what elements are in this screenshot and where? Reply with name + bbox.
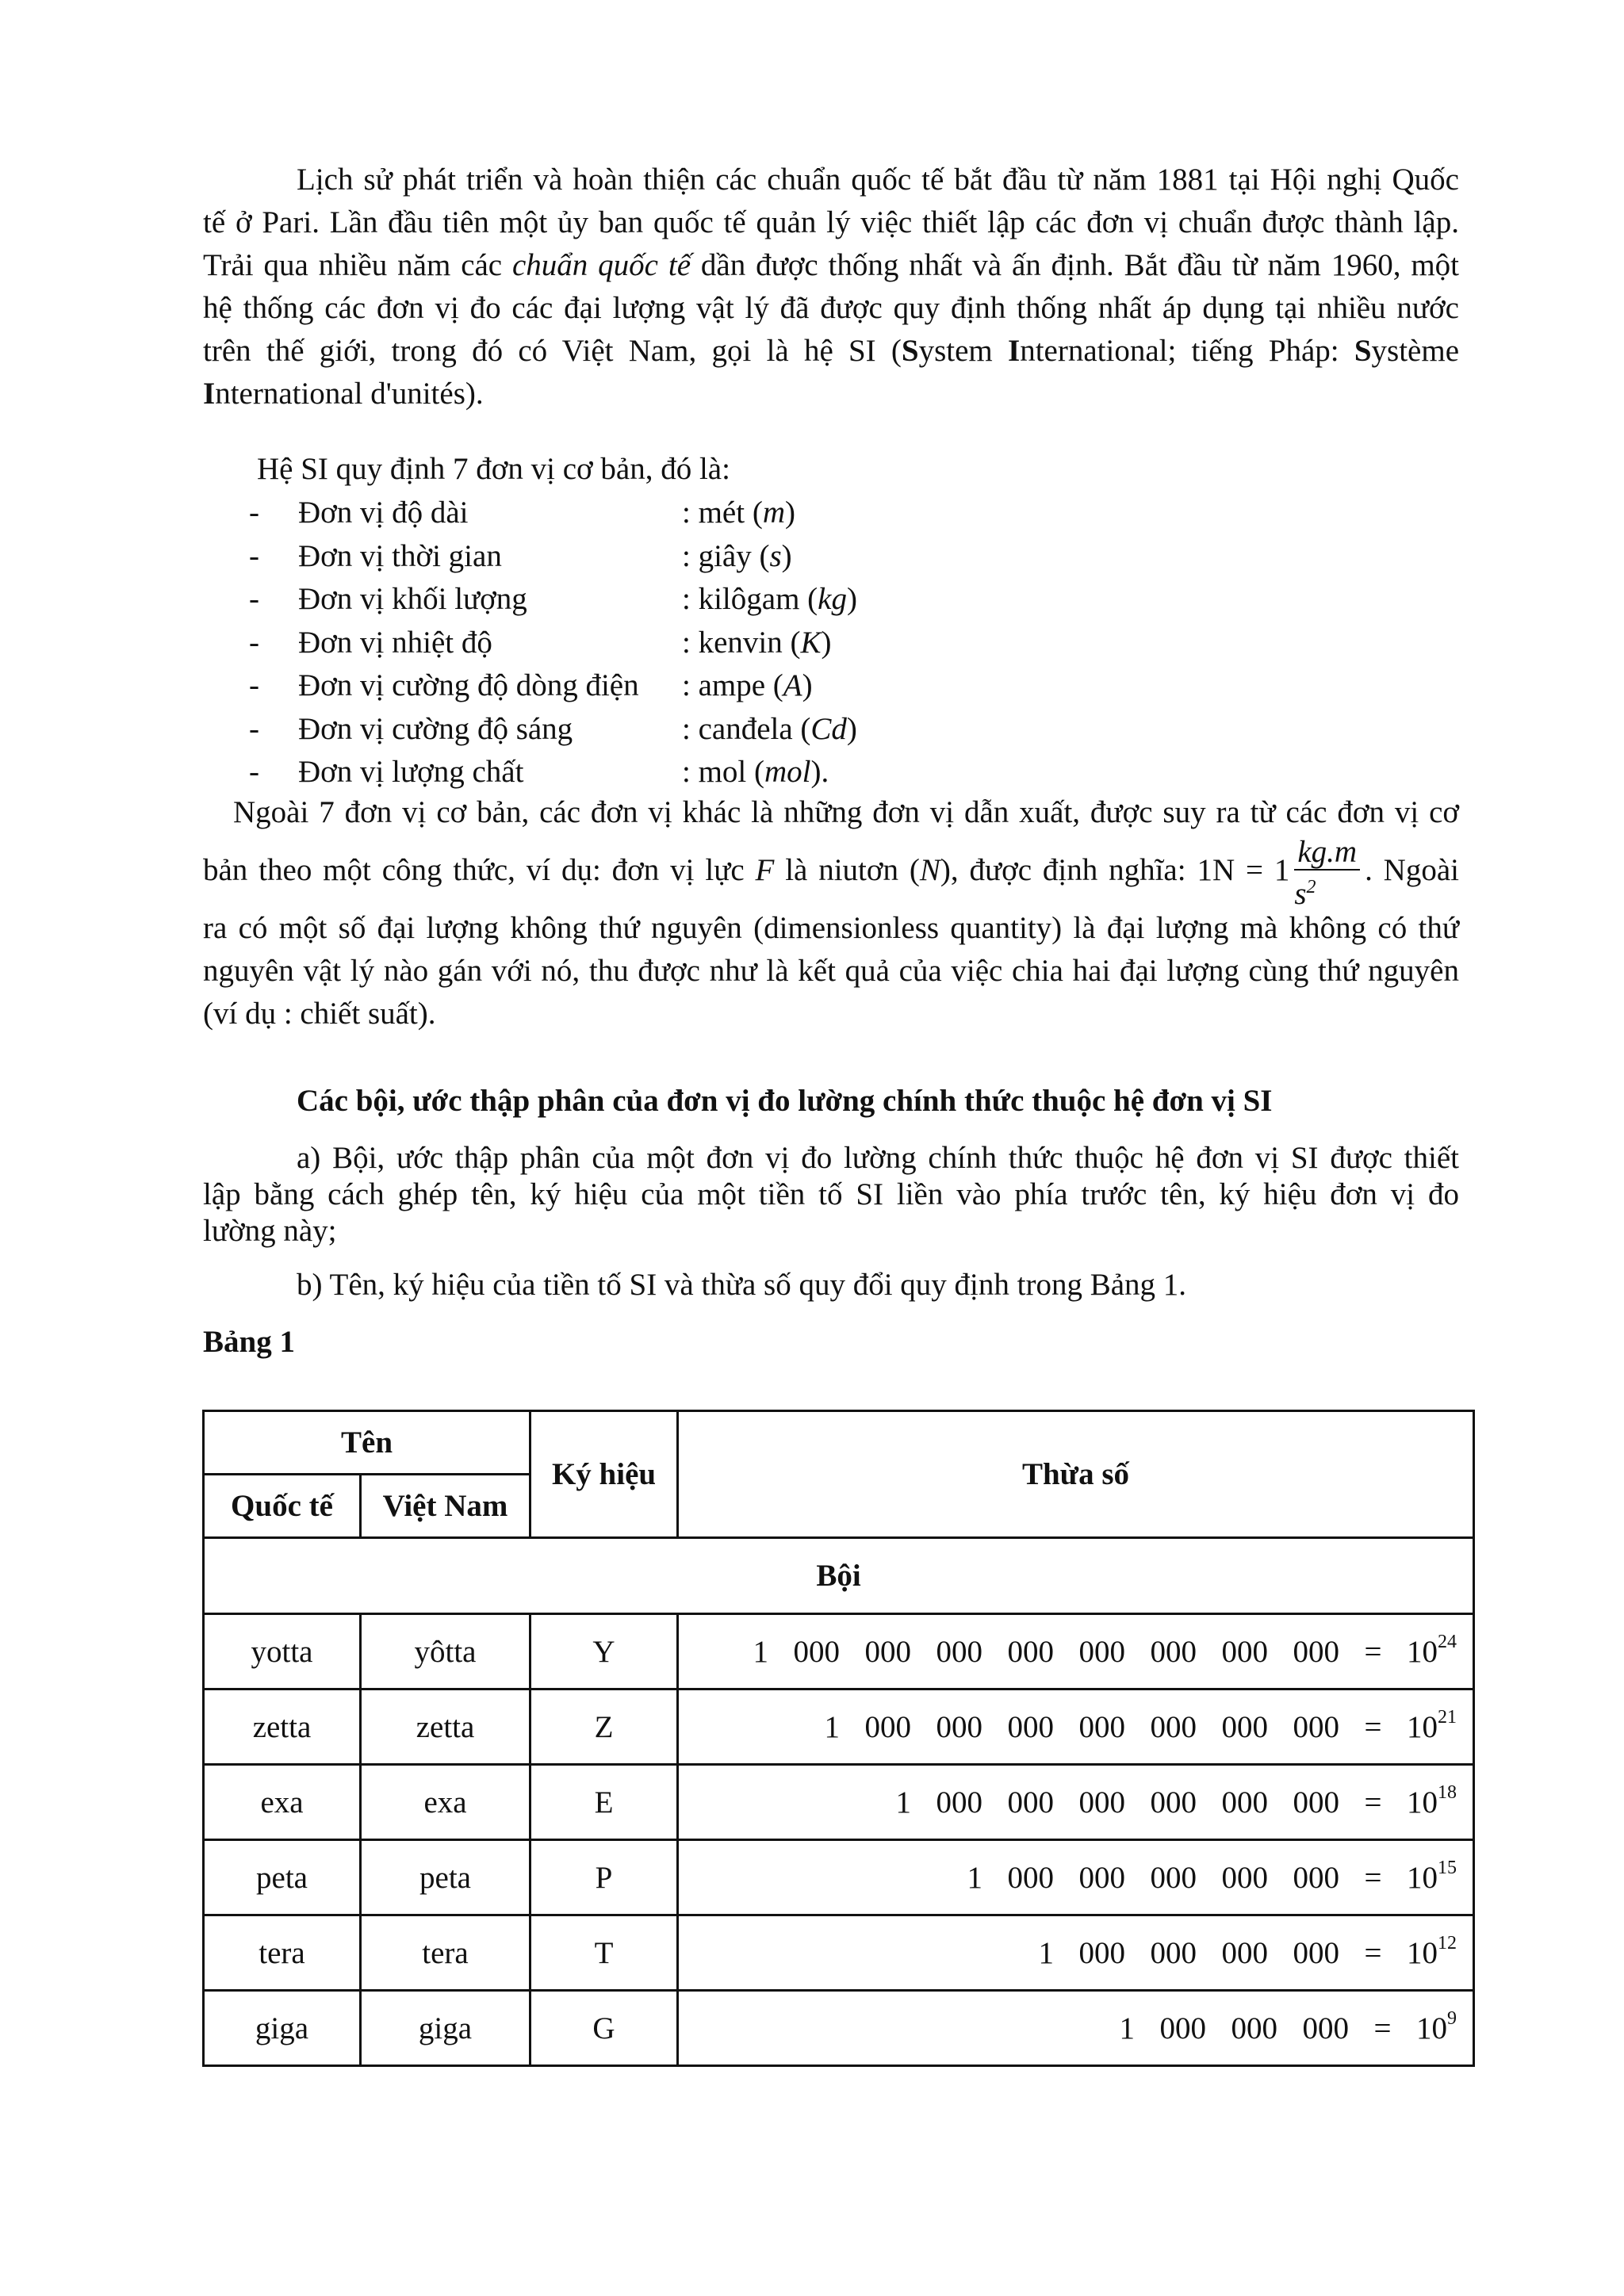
intro-line: hệ thống các đơn vị đo các đại lượng vật lý đã được quy định thống nhất áp dụng tại nhiều nước bbox=[203, 291, 1459, 325]
header-international: Quốc tế bbox=[204, 1475, 361, 1538]
intro-line: Lịch sử phát triển và hoàn thiện các chuẩn quốc tế bắt đầu từ năm 1881 tại Hội nghị Quốc bbox=[297, 163, 1459, 197]
force-formula: 1N = 1 $\frac{kg.m}{s^2}$ bbox=[1197, 853, 1365, 887]
table-row bbox=[204, 1991, 1474, 2066]
cell-symbol: Y bbox=[530, 1614, 678, 1689]
cell-symbol: Z bbox=[530, 1689, 678, 1765]
cell-factor: 1 000 000 000 000 000 $000 = 10^{18}$ bbox=[678, 1765, 1474, 1840]
paragraph-line: ra có một số đại lượng không thứ nguyên (dimensionless quantity) là đại lượng mà không có thứ bbox=[203, 911, 1459, 945]
header-factor: Thừa số bbox=[678, 1411, 1474, 1538]
cell-factor: 1 000 000 $000 = 10^9$ bbox=[678, 1991, 1474, 2066]
cell-vn: peta bbox=[361, 1840, 530, 1915]
intro-line: trên thế giới, trong đó có Việt Nam, gọi là hệ SI (System International; tiếng Pháp: Système bbox=[203, 334, 1459, 368]
section-paragraph-a bbox=[203, 1140, 1459, 1249]
derived-units-paragraph bbox=[203, 791, 1459, 1035]
list-item: - Đơn vị cường độ dòng điện : ampe (A) bbox=[249, 668, 813, 702]
header-name: Tên bbox=[204, 1411, 530, 1475]
table-row bbox=[204, 1614, 1474, 1689]
cell-symbol: P bbox=[530, 1840, 678, 1915]
intro-line: tế ở Pari. Lần đầu tiên một ủy ban quốc tế quản lý việc thiết lập các đơn vị chuẩn được thành lập. bbox=[203, 205, 1459, 239]
cell-factor: 1 000 000 000 000 $000 = 10^{15}$ bbox=[678, 1840, 1474, 1915]
cell-factor: 1 000 000 000 $000 = 10^{12}$ bbox=[678, 1915, 1474, 1991]
cell-symbol: G bbox=[530, 1991, 678, 2066]
paragraph-line: Ngoài 7 đơn vị cơ bản, các đơn vị khác là những đơn vị dẫn xuất, được suy ra từ các đơn vị cơ bbox=[233, 795, 1459, 829]
paragraph-line: nguyên vật lý nào gán với nó, thu được như là kết quả của việc chia hai đại lượng cùng thứ nguyên bbox=[203, 954, 1459, 988]
cell-intl: yotta bbox=[204, 1614, 361, 1689]
cell-factor: 1 000 000 000 000 000 000 $000 = 10^{21}$ bbox=[678, 1689, 1474, 1765]
header-vietnamese: Việt Nam bbox=[361, 1475, 530, 1538]
cell-factor: 1 000 000 000 000 000 000 000 $000 = 10^{24}$ bbox=[678, 1614, 1474, 1689]
paragraph-line: bản theo một công thức, ví dụ: đơn vị lực F là niutơn (N), được định nghĩa: 1N = 1 $\frac{kg.m}{s^2}$ . Ngoài bbox=[203, 834, 1459, 911]
list-item: - Đơn vị khối lượng : kilôgam (kg) bbox=[249, 582, 857, 616]
cell-intl: giga bbox=[204, 1991, 361, 2066]
table-row bbox=[204, 1915, 1474, 1991]
cell-vn: exa bbox=[361, 1765, 530, 1840]
table-row bbox=[204, 1840, 1474, 1915]
cell-vn: yôtta bbox=[361, 1614, 530, 1689]
cell-vn: giga bbox=[361, 1991, 530, 2066]
emphasis-term: chuẩn quốc tế bbox=[512, 248, 691, 282]
table-row bbox=[204, 1689, 1474, 1765]
list-item: - Đơn vị thời gian : giây (s) bbox=[249, 538, 792, 573]
cell-symbol: T bbox=[530, 1915, 678, 1991]
list-item: - Đơn vị cường độ sáng : canđela (Cd) bbox=[249, 711, 857, 746]
cell-intl: peta bbox=[204, 1840, 361, 1915]
paragraph-line: (ví dụ : chiết suất). bbox=[203, 997, 436, 1031]
header-symbol: Ký hiệu bbox=[530, 1411, 678, 1538]
section-paragraph-b: b) Tên, ký hiệu của tiền tố SI và thừa số quy đổi quy định trong Bảng 1. bbox=[297, 1268, 1187, 1302]
intro-line: International d'unités). bbox=[203, 377, 484, 411]
list-item: - Đơn vị lượng chất : mol (mol). bbox=[249, 755, 829, 789]
cell-vn: zetta bbox=[361, 1689, 530, 1765]
base-units-list bbox=[203, 492, 1155, 794]
cell-symbol: E bbox=[530, 1765, 678, 1840]
list-item: - Đơn vị độ dài : mét (m) bbox=[249, 496, 795, 530]
cell-intl: exa bbox=[204, 1765, 361, 1840]
section-heading: Các bội, ước thập phân của đơn vị đo lường chính thức thuộc hệ đơn vị SI bbox=[297, 1084, 1273, 1118]
group-label: Bội bbox=[204, 1538, 1474, 1614]
list-item: - Đơn vị nhiệt độ : kenvin (K) bbox=[249, 625, 832, 660]
paragraph-line: lường này; bbox=[203, 1214, 337, 1248]
si-prefix-table bbox=[202, 1410, 1475, 2067]
table-row bbox=[204, 1765, 1474, 1840]
intro-line: Trải qua nhiều năm các chuẩn quốc tế dần được thống nhất và ấn định. Bắt đầu từ năm 1960, một bbox=[203, 248, 1460, 282]
cell-vn: tera bbox=[361, 1915, 530, 1991]
cell-intl: zetta bbox=[204, 1689, 361, 1765]
table-caption: Bảng 1 bbox=[203, 1325, 295, 1359]
list-intro: Hệ SI quy định 7 đơn vị cơ bản, đó là: bbox=[257, 452, 730, 486]
paragraph-line: a) Bội, ước thập phân của một đơn vị đo lường chính thức thuộc hệ đơn vị SI được thiết bbox=[297, 1141, 1459, 1175]
cell-intl: tera bbox=[204, 1915, 361, 1991]
intro-paragraph bbox=[203, 159, 1459, 415]
paragraph-line: lập bằng cách ghép tên, ký hiệu của một tiền tố SI liền vào phía trước tên, ký hiệu đơn vị đo bbox=[203, 1177, 1459, 1211]
